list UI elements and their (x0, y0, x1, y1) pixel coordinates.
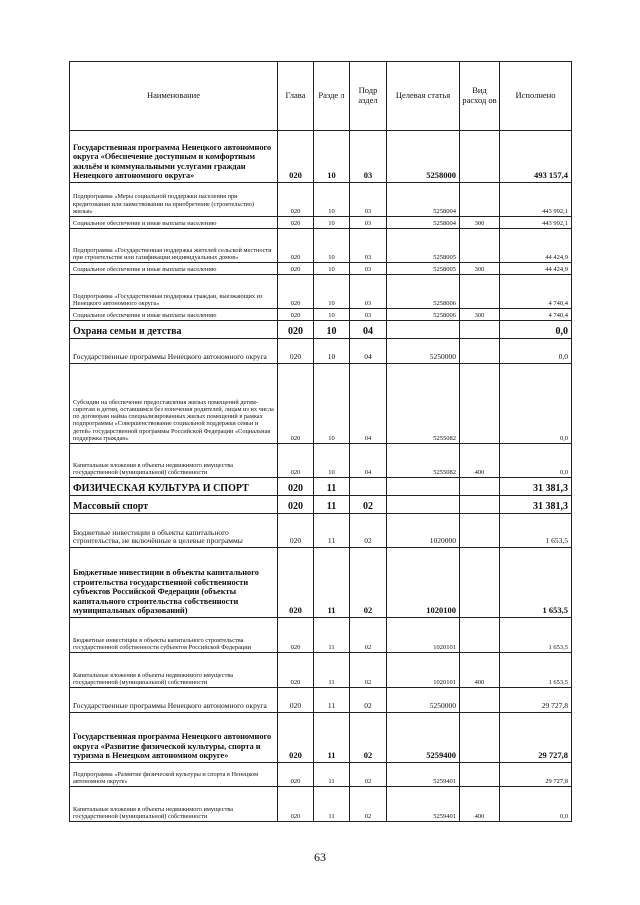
row-podrazdel: 02 (350, 548, 387, 618)
row-vid (460, 229, 500, 263)
row-done: 0,0 (500, 339, 572, 364)
row-vid (460, 548, 500, 618)
row-vid (460, 339, 500, 364)
row-done: 1 653,5 (500, 514, 572, 548)
row-done: 31 381,3 (500, 496, 572, 514)
row-glava: 020 (278, 321, 314, 339)
row-target: 1020100 (387, 548, 460, 618)
row-target: 1020101 (387, 653, 460, 688)
row-podrazdel: 04 (350, 339, 387, 364)
row-target (387, 321, 460, 339)
row-name: Подпрограмма «Государственная поддержка граждан, выезжающих из Ненецкого автономного округа» (70, 275, 278, 309)
row-target: 5258005 (387, 263, 460, 275)
row-target: 5258006 (387, 309, 460, 321)
row-razdel: 11 (314, 514, 350, 548)
row-podrazdel: 02 (350, 688, 387, 713)
row-glava: 020 (278, 131, 314, 183)
row-podrazdel: 03 (350, 263, 387, 275)
table-row (70, 653, 572, 688)
row-podrazdel: 02 (350, 787, 387, 822)
row-done: 4 740,4 (500, 309, 572, 321)
row-name: Подпрограмма «Развитие физической культуры и спорта в Ненецком автономном округе» (70, 763, 278, 787)
table-row (70, 364, 572, 444)
row-glava: 020 (278, 217, 314, 229)
row-razdel: 10 (314, 444, 350, 478)
row-glava: 020 (278, 713, 314, 763)
row-vid (460, 514, 500, 548)
row-name: Капитальные вложения в объекты недвижимого имущества государственной (муниципальной) собственности (70, 653, 278, 688)
row-done: 44 424,9 (500, 263, 572, 275)
row-vid: 300 (460, 263, 500, 275)
table-row (70, 444, 572, 478)
row-vid (460, 496, 500, 514)
table-row (70, 618, 572, 653)
row-razdel: 10 (314, 217, 350, 229)
row-podrazdel: 03 (350, 309, 387, 321)
row-vid (460, 763, 500, 787)
row-razdel: 11 (314, 688, 350, 713)
row-razdel: 11 (314, 653, 350, 688)
row-done: 0,0 (500, 444, 572, 478)
row-podrazdel: 03 (350, 229, 387, 263)
row-target: 5258004 (387, 217, 460, 229)
row-podrazdel: 02 (350, 653, 387, 688)
row-glava: 020 (278, 653, 314, 688)
row-podrazdel: 04 (350, 364, 387, 444)
row-target: 5250000 (387, 688, 460, 713)
row-done: 31 381,3 (500, 478, 572, 496)
row-vid (460, 131, 500, 183)
row-name: Государственная программа Ненецкого автономного округа «Обеспечение доступным и комфортным жильём и коммунальными услугами граждан Ненецкого автономного округа» (70, 131, 278, 183)
row-vid (460, 713, 500, 763)
row-razdel: 10 (314, 263, 350, 275)
row-podrazdel (350, 478, 387, 496)
row-target: 5259401 (387, 787, 460, 822)
row-podrazdel: 03 (350, 275, 387, 309)
row-target: 5250000 (387, 339, 460, 364)
table-row (70, 275, 572, 309)
row-glava: 020 (278, 496, 314, 514)
row-target: 5255082 (387, 444, 460, 478)
row-done: 1 653,5 (500, 653, 572, 688)
row-vid (460, 183, 500, 217)
row-razdel: 10 (314, 339, 350, 364)
row-razdel: 11 (314, 763, 350, 787)
row-name: Социальное обеспечение и иные выплаты населению (70, 309, 278, 321)
row-done: 0,0 (500, 364, 572, 444)
row-target: 1020000 (387, 514, 460, 548)
row-glava: 020 (278, 263, 314, 275)
budget-execution-table (69, 61, 572, 822)
row-glava: 020 (278, 618, 314, 653)
row-vid (460, 364, 500, 444)
row-razdel: 10 (314, 131, 350, 183)
row-name: Подпрограмма «Государственная поддержка жителей сельской местности при строительстве или газификации индивидуальных домов» (70, 229, 278, 263)
row-razdel: 10 (314, 364, 350, 444)
row-razdel: 11 (314, 548, 350, 618)
table-row (70, 217, 572, 229)
row-vid (460, 688, 500, 713)
row-glava: 020 (278, 183, 314, 217)
header-done: Исполнено (500, 62, 572, 131)
table-row (70, 339, 572, 364)
table-row (70, 263, 572, 275)
row-vid (460, 275, 500, 309)
row-razdel: 11 (314, 478, 350, 496)
table-row (70, 229, 572, 263)
header-target: Целевая статья (387, 62, 460, 131)
row-target: 5258000 (387, 131, 460, 183)
table-row (70, 787, 572, 822)
row-glava: 020 (278, 514, 314, 548)
table-body (70, 131, 572, 822)
row-done: 4 740,4 (500, 275, 572, 309)
row-glava: 020 (278, 548, 314, 618)
row-target: 5258006 (387, 275, 460, 309)
row-podrazdel: 04 (350, 321, 387, 339)
row-podrazdel: 02 (350, 496, 387, 514)
header-name: Наименование (70, 62, 278, 131)
table-row (70, 548, 572, 618)
row-done: 443 992,1 (500, 217, 572, 229)
header-podrazdel: Подр аздел (350, 62, 387, 131)
table-row (70, 514, 572, 548)
row-razdel: 10 (314, 309, 350, 321)
row-podrazdel: 03 (350, 183, 387, 217)
row-name: Капитальные вложения в объекты недвижимого имущества государственной (муниципальной) собственности (70, 787, 278, 822)
row-podrazdel: 02 (350, 618, 387, 653)
row-done: 29 727,8 (500, 713, 572, 763)
row-razdel: 11 (314, 713, 350, 763)
row-done: 0,0 (500, 787, 572, 822)
row-glava: 020 (278, 763, 314, 787)
row-razdel: 10 (314, 229, 350, 263)
table-row (70, 713, 572, 763)
row-target: 5258004 (387, 183, 460, 217)
row-done: 0,0 (500, 321, 572, 339)
table-row (70, 131, 572, 183)
row-glava: 020 (278, 364, 314, 444)
row-razdel: 11 (314, 496, 350, 514)
row-name: Государственные программы Ненецкого автономного округа (70, 339, 278, 364)
row-glava: 020 (278, 339, 314, 364)
row-razdel: 10 (314, 183, 350, 217)
page-number: 63 (314, 850, 326, 864)
table-row (70, 688, 572, 713)
row-name: Бюджетные инвестиции в объекты капитального строительства, не включённые в целевые программы (70, 514, 278, 548)
row-done: 443 992,1 (500, 183, 572, 217)
row-name: ФИЗИЧЕСКАЯ КУЛЬТУРА И СПОРТ (70, 478, 278, 496)
row-podrazdel: 04 (350, 444, 387, 478)
row-podrazdel: 02 (350, 514, 387, 548)
table-row (70, 763, 572, 787)
row-vid (460, 478, 500, 496)
row-name: Субсидии на обеспечение предоставления жилых помещений детям-сиротам и детям, оставшимся без попечения родителей, лицам из их числа по договорам найма специализированных жилых помещений в рамках подпрограммы «Совершенствование социальной поддержки семьи и детей» государственной программы Российской Федерации «Социальная поддержка граждан» (70, 364, 278, 444)
row-vid: 400 (460, 787, 500, 822)
row-podrazdel: 02 (350, 763, 387, 787)
row-target: 5259400 (387, 713, 460, 763)
row-vid (460, 618, 500, 653)
row-done: 1 653,5 (500, 548, 572, 618)
row-name: Массовый спорт (70, 496, 278, 514)
row-vid: 300 (460, 309, 500, 321)
row-glava: 020 (278, 309, 314, 321)
row-name: Охрана семьи и детства (70, 321, 278, 339)
row-glava: 020 (278, 478, 314, 496)
header-vid: Вид расход ов (460, 62, 500, 131)
row-glava: 020 (278, 229, 314, 263)
row-vid (460, 321, 500, 339)
table-row (70, 183, 572, 217)
row-name: Капитальные вложения в объекты недвижимого имущества государственной (муниципальной) собственности (70, 444, 278, 478)
row-podrazdel: 03 (350, 217, 387, 229)
row-glava: 020 (278, 444, 314, 478)
row-razdel: 11 (314, 787, 350, 822)
row-target: 1020101 (387, 618, 460, 653)
row-target: 5259401 (387, 763, 460, 787)
row-razdel: 11 (314, 618, 350, 653)
row-done: 44 424,9 (500, 229, 572, 263)
row-vid: 400 (460, 444, 500, 478)
row-glava: 020 (278, 787, 314, 822)
row-name: Подпрограмма «Меры социальной поддержки населения при кредитовании или заимствовании на приобретение (строительство) жилья» (70, 183, 278, 217)
table-header-row (70, 62, 572, 131)
row-glava: 020 (278, 688, 314, 713)
row-name: Бюджетные инвестиции в объекты капитального строительства государственной собственности субъектов Российской Федерации (объекты капитального строительства собственности муниципальных образований) (70, 548, 278, 618)
table-row (70, 309, 572, 321)
row-vid: 300 (460, 217, 500, 229)
row-done: 1 653,5 (500, 618, 572, 653)
row-done: 29 727,8 (500, 763, 572, 787)
row-target (387, 496, 460, 514)
row-target (387, 478, 460, 496)
row-glava: 020 (278, 275, 314, 309)
header-glava: Глава (278, 62, 314, 131)
row-done: 493 157,4 (500, 131, 572, 183)
row-vid: 400 (460, 653, 500, 688)
row-target: 5258005 (387, 229, 460, 263)
row-name: Государственная программа Ненецкого автономного округа «Развитие физической культуры, спорта и туризма в Ненецком автономном округе» (70, 713, 278, 763)
table-row (70, 478, 572, 496)
row-name: Социальное обеспечение и иные выплаты населению (70, 217, 278, 229)
row-razdel: 10 (314, 321, 350, 339)
row-target: 5255082 (387, 364, 460, 444)
row-podrazdel: 02 (350, 713, 387, 763)
row-done: 29 727,8 (500, 688, 572, 713)
table-row (70, 321, 572, 339)
header-razdel: Разде л (314, 62, 350, 131)
row-name: Государственные программы Ненецкого автономного округа (70, 688, 278, 713)
row-razdel: 10 (314, 275, 350, 309)
row-podrazdel: 03 (350, 131, 387, 183)
row-name: Бюджетные инвестиции в объекты капитального строительства государственной собственности субъектов Российской Федерации (70, 618, 278, 653)
row-name: Социальное обеспечение и иные выплаты населению (70, 263, 278, 275)
table-row (70, 496, 572, 514)
